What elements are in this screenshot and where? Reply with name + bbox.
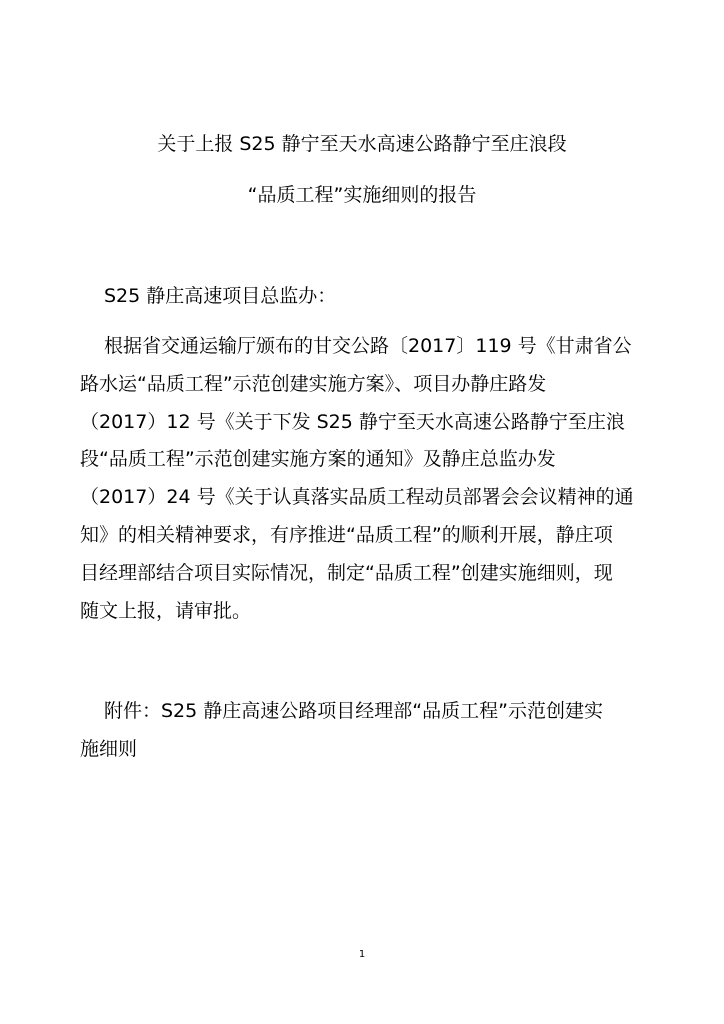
document-title-line-2: “品质工程”实施细则的报告 bbox=[247, 184, 477, 206]
page-number: 1 bbox=[358, 949, 366, 960]
body-line-8: 随文上报，请审批。 bbox=[80, 600, 252, 622]
body-line-1: 根据省交通运输厅颁布的甘交公路〔2017〕119 号《甘肃省公 bbox=[104, 335, 632, 357]
document-title-line-1: 关于上报 S25 静宁至天水高速公路静宁至庄浪段 bbox=[157, 133, 567, 155]
body-line-3: （2017）12 号《关于下发 S25 静宁至天水高速公路静宁至庄浪 bbox=[80, 411, 625, 433]
attachment-line-2: 施细则 bbox=[80, 738, 138, 760]
addressee: S25 静庄高速项目总监办： bbox=[104, 285, 337, 307]
body-line-5: （2017）24 号《关于认真落实品质工程动员部署会会议精神的通 bbox=[80, 486, 634, 508]
body-line-6: 知》的相关精神要求，有序推进“品质工程”的顺利开展，静庄项 bbox=[80, 524, 613, 546]
body-line-7: 目经理部结合项目实际情况，制定“品质工程”创建实施细则，现 bbox=[80, 562, 613, 584]
attachment-line-1: 附件：S25 静庄高速公路项目经理部“品质工程”示范创建实 bbox=[104, 700, 603, 722]
body-line-2: 路水运“品质工程”示范创建实施方案》、项目办静庄路发 bbox=[80, 373, 547, 395]
body-line-4: 段“品质工程”示范创建实施方案的通知》及静庄总监办发 bbox=[80, 448, 556, 470]
